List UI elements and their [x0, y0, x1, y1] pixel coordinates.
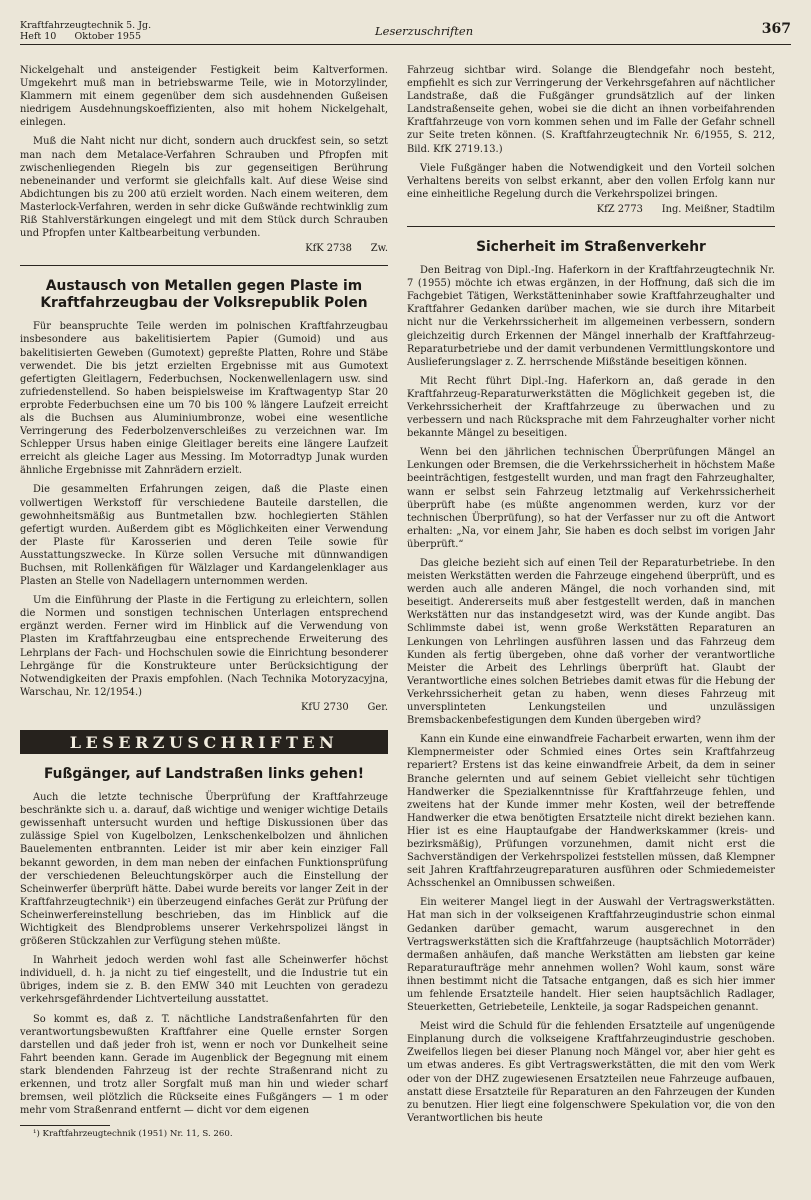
- article-signature: KfU 2730 Ger.: [301, 701, 388, 713]
- paragraph: Kann ein Kunde eine einwandfreie Facharbeit erwarten, wenn ihm der Klempnermeister oder Schmied eines Ortes sein Kraftfahrzeug repariert? Erstens ist das keine einwandfreie Arbeit, da dem in seiner Branche gelernten und auf seinem Gebiet vielleicht sehr tüchtigen Handwerker die Spezialkenntnisse für Kraftfahrzeuge fehlen, und zweitens hat der Kunde immer mehr Kosten, weil der betreffende Handwerker die etwa benötigten Ersatzteile nicht direkt beziehen kann. Hier ist es eine Hauptaufgabe der Handwerkskammer (kreis- und bezirksmäßig), Prüfungen vorzunehmen, damit nicht erst die Sachverständigen der Verkehrspolizei feststellen müssen, daß Klempner seit Jahren Kraftfahrzeugreparaturen ausführen oder Schmiedemeister Achsschenkel an Omnibussen schweißen.: [407, 734, 775, 890]
- page-header: [20, 20, 791, 45]
- paragraph: Auch die letzte technische Überprüfung der Kraftfahrzeuge beschränkte sich u. a. darauf, daß wichtige und weniger wichtige Details gewissenhaft untersucht wurden und heftige Diskussionen über das zulässige Spiel von Kugelbolzen, Lenkschenkelbolzen und ähnlichen Bauelementen entbrannten. Leider ist mir aber kein einziger Fall bekannt geworden, in dem man neben der einfachen Funktionsprüfung der verschiedenen Beleuchtungskörper auch die Einstellung der Scheinwerfer überprüft hätte. Dabei wurde bereits vor langer Zeit in der Kraftfahrzeugtechnik¹) ein überzeugend einfaches Gerät zur Prüfung der Scheinwerfereinstellung beschrieben, das im Hinblick auf die Wichtigkeit des Blendproblems unserer Verkehrspolizei längst in größeren Stückzahlen zur Verfügung stehen müßte.: [20, 792, 388, 948]
- paragraph: In Wahrheit jedoch werden wohl fast alle Scheinwerfer höchst individuell, d. h. ja nicht zu tief eingestellt, und die Industrie tut ein übriges, indem sie z. B. den EMW 340 mit Leuchten von geradezu verkehrsgefährdender Lichtverteilung ausstattet.: [20, 955, 388, 1006]
- paragraph: Nickelgehalt und ansteigender Festigkeit beim Kaltverformen. Umgekehrt muß man in betriebswarme Teile, wie in Motorzylinder, Klammern mit einem gegenüber dem sich ausdehnenden Gußeisen niedrigem Ausdehnungskoeffizienten, also mit hohem Nickelgehalt, einlegen.: [20, 65, 388, 129]
- footnote-rule: [20, 1125, 110, 1126]
- section-banner: LESERZUSCHRIFTEN: [20, 730, 388, 754]
- page-number: 367: [761, 21, 791, 37]
- paragraph: Ein weiterer Mangel liegt in der Auswahl der Vertragswerkstätten. Hat man sich in der volkseigenen Kraftfahrzeugindustrie schon einmal Gedanken darüber gemacht, warum ausgerechnet in den Vertragswerkstätten sich die Kraftfahrzeuge (hauptsächlich Motorräder) dermaßen anhäufen, daß manche Werkstätten am liebsten gar keine Reparaturaufträge mehr annehmen wollen? Wohl kaum, sonst wäre ihnen bestimmt nicht die Tatsache entgangen, daß es sich hier immer um fehlende Ersatzteile handelt. Hier seien hauptsächlich Radlager, Steuerketten, Getriebeteile, Lenkteile, ja sogar Radspeichen genannt.: [407, 897, 775, 1014]
- issue-info: Heft 10 Oktober 1955: [20, 31, 141, 42]
- article-title: Austausch von Metallen gegen Plaste im Kraftfahrzeugbau der Volksrepublik Polen: [40, 278, 368, 312]
- paragraph: Das gleiche bezieht sich auf einen Teil der Reparaturbetriebe. In den meisten Werkstätten werden die Fahrzeuge eingehend überprüft, und es werden auch alle anderen Mängel, die noch vorhanden sind, mit beseitigt. Andererseits muß aber festgestellt werden, daß in manchen Werkstätten nur das instandgesetzt wird, was der Kunde angibt. Das Schlimmste dabei ist, wenn große Werkstätten Reparaturen an Lenkungen von Lehrlingen ausführen lassen und das Fahrzeug dem Kunden als fertig übergeben, ohne daß vorher der verantwortliche Meister die Arbeit des Lehrlings überprüft hat. Glaubt der Verantwortliche eines solchen Betriebes damit etwas für die Hebung der Verkehrssicherheit getan zu haben, wenn dieses Fahrzeug mit unversplinteten Lenkungsteilen und unzulässigen Bremsbackenbefestigungen dem Kunden übergeben wird?: [407, 558, 775, 727]
- right-column: [407, 64, 775, 1184]
- left-column: [20, 64, 388, 1184]
- paragraph: Um die Einführung der Plaste in die Fertigung zu erleichtern, sollen die Normen und sonstigen technischen Unterlagen entsprechend ergänzt werden. Ferner wird im Hinblick auf die Verwendung von Plasten im Kraftfahrzeugbau eine entsprechende Erweiterung des Lehrplans der Fach- und Hochschulen sowie die Einrichtung besonderer Lehrgänge für die Konstrukteure unter Berücksichtigung der Notwendigkeiten der Praxis empfohlen. (Nach Technika Motoryzacyjna, Warschau, Nr. 12/1954.): [20, 595, 388, 698]
- paragraph: So kommt es, daß z. T. nächtliche Landstraßenfahrten für den verantwortungsbewußten Kraftfahrer eine Quelle ernster Sorgen darstellen und daß jeder froh ist, wenn er noch vor Dunkelheit seine Fahrt beenden kann. Gerade im Augenblick der Begegnung mit einem stark blendenden Fahrzeug ist der rechte Straßenrand nicht zu erkennen, und trotz aller Sorgfalt muß man hin und wieder scharf bremsen, weil plötzlich die Rückseite eines Fußgängers — 1 m oder mehr vom Straßenrand entfernt — dicht vor dem eigenen: [20, 1013, 388, 1117]
- paragraph: Für beanspruchte Teile werden im polnischen Kraftfahrzeugbau insbesondere aus bakelitisiertem Papier (Gumoid) und aus bakelitisierten Geweben (Gumotext) gepreßte Platten, Rohre und Stäbe verwendet. Die bis jetzt erzielten Ergebnisse mit aus Gumotext gefertigten Gleitlagern, Federbuchsen, Nockenwellenlagern usw. sind zufriedenstellend. So haben beispielsweise im Kraftwagentyp Star 20 erprobte Federbuchsen eine um 70 bis 100 % längere Laufzeit erreicht als die Buchsen aus Aluminiumbronze, wobei eine wesentliche Verringerung des Federbolzenverschleißes zu verzeichnen war. Im Schlepper Ursus haben einige Gleitlager bereits eine längere Laufzeit erreicht als gleiche Lager aus Messing. Im Motorradtyp Junak wurden ähnliche Ergebnisse mit Zahnrädern erzielt.: [20, 321, 388, 477]
- paragraph: Meist wird die Schuld für die fehlenden Ersatzteile auf ungenügende Einplanung durch die volkseigene Kraftfahrzeugindustrie geschoben. Zweifellos liegen bei dieser Planung noch Mängel vor, aber hier geht es um etwas anderes. Es gibt Vertragswerkstätten, die mit den vom Werk oder von der DHZ zugewiesenen Ersatzteilen neue Fahrzeuge aufbauen, anstatt diese Ersatzteile für Reparaturen an den Fahrzeugen der Kunden zu benutzen. Hier liegt eine folgenschwere Spekulation vor, die von den Verantwortlichen bis heute: [407, 1021, 775, 1124]
- article-title: Fußgänger, auf Landstraßen links gehen!: [43, 766, 365, 783]
- paragraph: Wenn bei den jährlichen technischen Überprüfungen Mängel an Lenkungen oder Bremsen, die die Verkehrssicherheit in höchstem Maße beeinträchtigen, festgestellt wurden, und man fragt den Fahrzeughalter, wann er selbst sein Fahrzeug letztmalig auf Verkehrssicherheit überprüft habe (es müßte angenommen werden, kurz vor der technischen Überprüfung), so hat der Verfasser nur zu oft die Antwort erhalten: „Na, vor einem Jahr, Sie haben es doch selbst im vorigen Jahr überprüft.“: [407, 447, 775, 550]
- divider: [407, 226, 775, 227]
- journal-info: [20, 20, 151, 42]
- paragraph: Die gesammelten Erfahrungen zeigen, daß die Plaste einen vollwertigen Werkstoff für verschiedene Bauteile darstellen, die gewohnheitsmäßig aus Buntmetallen bzw. hochlegierten Stählen gefertigt wurden. Außerdem gibt es Möglichkeiten einer Verwendung der Plaste für Karosserien und deren Teile sowie für Ausstattungszwecke. In Kürze sollen Versuche mit dünnwandigen Buchsen, mit Rollenkäfigen für Wälzlager und Kardangelenklager aus Plasten an Stelle von Nadellagern unternommen werden.: [20, 484, 388, 588]
- paragraph: Fahrzeug sichtbar wird. Solange die Blendgefahr noch besteht, empfiehlt es sich zur Verringerung der Verkehrsgefahren auf nächtlicher Landstraße, daß die Fußgänger grundsätzlich auf der linken Landstraßenseite gehen, wobei sie die dicht an ihnen vorbeifahrenden Kraftfahrzeuge von vorn kommen sehen und im Falle der Gefahr schnell zur Seite treten können. (S. Kraftfahrzeugtechnik Nr. 6/1955, S. 212, Bild. KfK 2719.13.): [407, 65, 775, 155]
- article-signature: KfZ 2773 Ing. Meißner, Stadtilm: [596, 203, 775, 215]
- divider: [20, 265, 388, 266]
- paragraph: Muß die Naht nicht nur dicht, sondern auch druckfest sein, so setzt man nach dem Metalace-Verfahren Schrauben und Pfropfen mit zwischenliegenden Riegeln bis zur gegenseitigen Berührung nebeneinander und verformt sie gleichfalls kalt. Auf diese Weise sind Abdichtungen bis zu 200 atü erzielt worden. Nach einem weiteren, dem Masterlock-Verfahren, werden in sehr dicke Gußwände rechtwinklig zum Riß Stahlverstärkungen eingelegt und mit dem Stück durch Schrauben und Pfropfen unter Kaltbearbeitung verbunden.: [20, 136, 388, 240]
- article-title: Sicherheit im Straßenverkehr: [476, 239, 706, 256]
- paragraph: Viele Fußgänger haben die Notwendigkeit und den Vorteil solchen Verhaltens bereits von selbst erkannt, aber den vollen Erfolg kann nur eine einheitliche Regelung durch die Verkehrspolizei bringen.: [407, 162, 775, 200]
- journal-name: Kraftfahrzeugtechnik 5. Jg.: [20, 20, 152, 31]
- footnote: ¹) Kraftfahrzeugtechnik (1951) Nr. 11, S. 260.: [33, 1129, 233, 1140]
- paragraph: Den Beitrag von Dipl.-Ing. Haferkorn in der Kraftfahrzeugtechnik Nr. 7 (1955) möchte ich etwas ergänzen, in der Hoffnung, daß sich die im Fachgebiet Tätigen, Werkstätteninhaber sowie Kraftfahrzeughalter und Kraftfahrer Gedanken darüber machen, wie sie durch ihre Mitarbeit nicht nur die Verkehrssicherheit im allgemeinen verbessern, sondern gleichzeitig durch Erkennen der Mängel innerhalb der Kraftfahrzeug-Reparaturbetriebe und der damit verbundenen Vermittlungskontore und Auslieferungslager z. Z. herrschende Mißstände beseitigen können.: [407, 265, 775, 368]
- section-title: Leserzuschriften: [375, 24, 474, 38]
- paragraph: Mit Recht führt Dipl.-Ing. Haferkorn an, daß gerade in den Kraftfahrzeug-Reparaturwerkstätten die Möglichkeit gegeben ist, die Verkehrssicherheit der Kraftfahrzeuge zu überwachen und zu verbessern und nach Rücksprache mit dem Fahrzeughalter vorher nicht bekannte Mängel zu beseitigen.: [407, 375, 775, 440]
- article-signature: KfK 2738 Zw.: [305, 243, 388, 255]
